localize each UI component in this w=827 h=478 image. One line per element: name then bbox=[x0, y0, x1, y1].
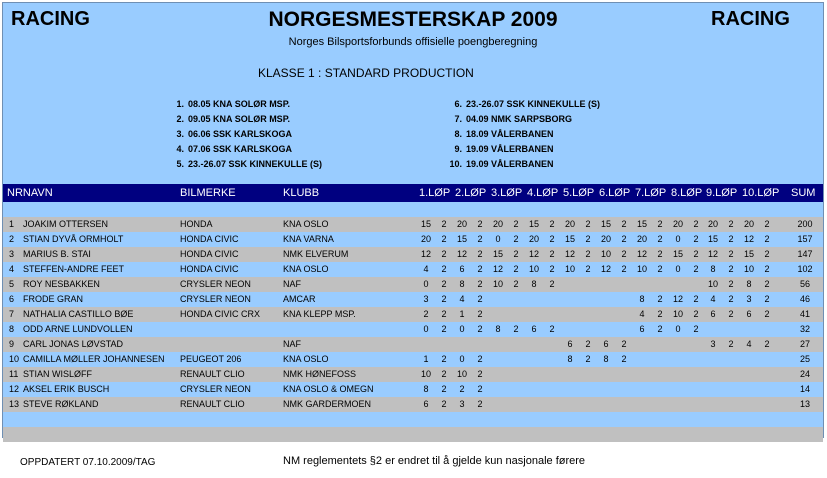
table-row bbox=[3, 382, 823, 397]
points-cell: 8 bbox=[603, 354, 609, 364]
row-number: 12 bbox=[9, 384, 20, 394]
points-cell: 15 bbox=[672, 249, 683, 259]
points-cell: 2 bbox=[477, 384, 483, 394]
points-cell: 2 bbox=[477, 264, 483, 274]
sum-cell: 24 bbox=[799, 369, 810, 379]
points-cell: 6 bbox=[746, 309, 752, 319]
points-cell: 20 bbox=[743, 219, 754, 229]
points-cell: 2 bbox=[693, 249, 699, 259]
points-cell: 2 bbox=[441, 234, 447, 244]
col-bilmerke: BILMERKE bbox=[180, 187, 236, 199]
driver-name: NATHALIA CASTILLO BØE bbox=[23, 309, 134, 319]
points-cell: 10 bbox=[743, 264, 754, 274]
points-cell: 15 bbox=[528, 219, 539, 229]
table-row bbox=[3, 217, 823, 232]
points-cell: 10 bbox=[456, 369, 467, 379]
points-cell: 2 bbox=[657, 234, 663, 244]
points-cell: 20 bbox=[420, 234, 431, 244]
row-number: 5 bbox=[9, 279, 15, 289]
race-list-left bbox=[158, 97, 322, 172]
points-cell: 4 bbox=[423, 264, 429, 274]
row-number: 3 bbox=[9, 249, 15, 259]
driver-name: JOAKIM OTTERSEN bbox=[23, 219, 109, 229]
points-cell: 10 bbox=[707, 279, 718, 289]
sum-cell: 56 bbox=[799, 279, 810, 289]
points-cell: 2 bbox=[477, 219, 483, 229]
points-cell: 2 bbox=[764, 309, 770, 319]
points-cell: 2 bbox=[728, 234, 734, 244]
points-cell: 2 bbox=[764, 264, 770, 274]
points-cell: 1 bbox=[423, 354, 429, 364]
sum-cell: 147 bbox=[797, 249, 813, 259]
points-cell: 0 bbox=[495, 234, 501, 244]
sum-cell: 46 bbox=[799, 294, 810, 304]
points-cell: 20 bbox=[564, 219, 575, 229]
points-cell: 6 bbox=[639, 324, 645, 334]
points-cell: 2 bbox=[693, 324, 699, 334]
driver-name: STEVE RØKLAND bbox=[23, 399, 99, 409]
points-cell: 4 bbox=[710, 294, 716, 304]
points-cell: 10 bbox=[420, 369, 431, 379]
col-race-6: 6.LØP bbox=[599, 187, 631, 199]
points-cell: 2 bbox=[477, 294, 483, 304]
points-cell: 10 bbox=[600, 249, 611, 259]
racing-label-left: RACING bbox=[11, 8, 90, 30]
points-cell: 2 bbox=[693, 309, 699, 319]
points-cell: 8 bbox=[746, 279, 752, 289]
points-cell: 20 bbox=[707, 219, 718, 229]
points-cell: 2 bbox=[441, 399, 447, 409]
col-race-8: 8.LØP bbox=[671, 187, 703, 199]
points-cell: 0 bbox=[675, 264, 681, 274]
col-race-2: 2.LØP bbox=[455, 187, 487, 199]
points-cell: 2 bbox=[513, 324, 519, 334]
points-cell: 2 bbox=[764, 279, 770, 289]
race-item: 9. 19.09 VÅLERBANEN bbox=[454, 144, 554, 154]
points-cell: 2 bbox=[764, 294, 770, 304]
row-number: 10 bbox=[9, 354, 20, 364]
car-make: HONDA CIVIC CRX bbox=[180, 309, 261, 319]
club-name: NMK GARDERMOEN bbox=[283, 399, 372, 409]
sum-cell: 157 bbox=[797, 234, 813, 244]
points-cell: 2 bbox=[621, 234, 627, 244]
points-cell: 2 bbox=[423, 309, 429, 319]
driver-name: AKSEL ERIK BUSCH bbox=[23, 384, 110, 394]
club-name: NMK HØNEFOSS bbox=[283, 369, 357, 379]
points-cell: 2 bbox=[764, 339, 770, 349]
points-cell: 2 bbox=[621, 249, 627, 259]
points-cell: 15 bbox=[707, 234, 718, 244]
col-sum: SUM bbox=[791, 187, 816, 199]
points-cell: 2 bbox=[441, 324, 447, 334]
points-cell: 2 bbox=[477, 279, 483, 289]
points-cell: 2 bbox=[728, 219, 734, 229]
points-cell: 2 bbox=[585, 264, 591, 274]
points-cell: 12 bbox=[456, 249, 467, 259]
row-number: 2 bbox=[9, 234, 15, 244]
points-cell: 0 bbox=[423, 324, 429, 334]
club-name: KNA VARNA bbox=[283, 234, 334, 244]
points-cell: 2 bbox=[441, 279, 447, 289]
points-cell: 10 bbox=[636, 264, 647, 274]
points-cell: 12 bbox=[564, 249, 575, 259]
club-name: KNA KLEPP MSP. bbox=[283, 309, 356, 319]
points-cell: 15 bbox=[492, 249, 503, 259]
col-race-9: 9.LØP bbox=[706, 187, 738, 199]
points-cell: 2 bbox=[764, 234, 770, 244]
points-cell: 2 bbox=[477, 399, 483, 409]
points-cell: 20 bbox=[672, 219, 683, 229]
club-name: NAF bbox=[283, 279, 301, 289]
points-cell: 8 bbox=[639, 294, 645, 304]
points-cell: 12 bbox=[492, 264, 503, 274]
class-label: KLASSE 1 : STANDARD PRODUCTION bbox=[258, 66, 474, 80]
points-cell: 10 bbox=[672, 309, 683, 319]
driver-name: ROY NESBAKKEN bbox=[23, 279, 100, 289]
race-item: 6. 23.-26.07 SSK KINNEKULLE (S) bbox=[454, 99, 601, 109]
table-row bbox=[3, 352, 823, 367]
points-cell: 2 bbox=[513, 249, 519, 259]
car-make: HONDA CIVIC bbox=[180, 249, 239, 259]
points-cell: 2 bbox=[728, 249, 734, 259]
table-row bbox=[3, 322, 823, 337]
points-cell: 2 bbox=[513, 219, 519, 229]
points-cell: 8 bbox=[423, 384, 429, 394]
sum-cell: 14 bbox=[799, 384, 810, 394]
race-item: 4. 07.06 SSK KARLSKOGA bbox=[176, 144, 293, 154]
table-row bbox=[3, 247, 823, 262]
car-make: CRYSLER NEON bbox=[180, 279, 251, 289]
car-make: RENAULT CLIO bbox=[180, 369, 245, 379]
points-cell: 2 bbox=[764, 249, 770, 259]
page-title: NORGESMESTERSKAP 2009 bbox=[268, 8, 558, 31]
car-make: HONDA CIVIC bbox=[180, 264, 239, 274]
points-cell: 2 bbox=[441, 219, 447, 229]
table-row bbox=[3, 307, 823, 322]
points-cell: 6 bbox=[423, 399, 429, 409]
car-make: RENAULT CLIO bbox=[180, 399, 245, 409]
table-row-empty bbox=[3, 427, 823, 442]
points-cell: 2 bbox=[657, 264, 663, 274]
driver-name: CAMILLA MØLLER JOHANNESEN bbox=[23, 354, 165, 364]
driver-name: MARIUS B. STAI bbox=[23, 249, 91, 259]
points-cell: 2 bbox=[764, 219, 770, 229]
points-cell: 3 bbox=[423, 294, 429, 304]
col-nrnavn: NRNAVN bbox=[7, 187, 53, 199]
points-cell: 2 bbox=[621, 354, 627, 364]
row-number: 13 bbox=[9, 399, 20, 409]
points-cell: 6 bbox=[567, 339, 573, 349]
points-cell: 2 bbox=[549, 264, 555, 274]
points-cell: 2 bbox=[728, 339, 734, 349]
points-cell: 2 bbox=[549, 219, 555, 229]
points-cell: 2 bbox=[621, 339, 627, 349]
updated-label: OPPDATERT 07.10.2009/TAG bbox=[20, 457, 156, 468]
table-row bbox=[3, 292, 823, 307]
driver-name: ODD ARNE LUNDVOLLEN bbox=[23, 324, 133, 334]
points-cell: 2 bbox=[728, 279, 734, 289]
points-cell: 8 bbox=[495, 324, 501, 334]
points-cell: 2 bbox=[585, 219, 591, 229]
points-cell: 2 bbox=[549, 324, 555, 334]
points-cell: 0 bbox=[459, 324, 465, 334]
points-cell: 12 bbox=[600, 264, 611, 274]
driver-name: STEFFEN-ANDRE FEET bbox=[23, 264, 125, 274]
race-item: 2. 09.05 KNA SOLØR MSP. bbox=[176, 114, 291, 124]
points-cell: 10 bbox=[528, 264, 539, 274]
race-list-right bbox=[436, 97, 600, 172]
points-cell: 2 bbox=[441, 264, 447, 274]
points-cell: 20 bbox=[492, 219, 503, 229]
club-name: KNA OSLO bbox=[283, 264, 329, 274]
points-cell: 2 bbox=[459, 384, 465, 394]
points-cell: 6 bbox=[531, 324, 537, 334]
points-cell: 2 bbox=[693, 234, 699, 244]
results-table bbox=[3, 217, 823, 442]
points-cell: 15 bbox=[564, 234, 575, 244]
racing-label-right: RACING bbox=[711, 8, 790, 30]
sum-cell: 32 bbox=[799, 324, 810, 334]
points-cell: 2 bbox=[585, 339, 591, 349]
points-cell: 2 bbox=[549, 234, 555, 244]
points-cell: 2 bbox=[728, 309, 734, 319]
points-cell: 2 bbox=[477, 369, 483, 379]
points-cell: 20 bbox=[456, 219, 467, 229]
points-cell: 2 bbox=[441, 249, 447, 259]
points-cell: 2 bbox=[513, 264, 519, 274]
row-number: 7 bbox=[9, 309, 15, 319]
col-race-1: 1.LØP bbox=[419, 187, 451, 199]
col-race-3: 3.LØP bbox=[491, 187, 523, 199]
points-cell: 4 bbox=[746, 339, 752, 349]
race-item: 8. 18.09 VÅLERBANEN bbox=[454, 129, 554, 139]
points-cell: 2 bbox=[585, 354, 591, 364]
col-race-5: 5.LØP bbox=[563, 187, 595, 199]
table-row bbox=[3, 232, 823, 247]
points-cell: 2 bbox=[693, 264, 699, 274]
points-cell: 12 bbox=[528, 249, 539, 259]
points-cell: 0 bbox=[459, 354, 465, 364]
points-cell: 2 bbox=[585, 249, 591, 259]
car-make: CRYSLER NEON bbox=[180, 294, 251, 304]
table-row bbox=[3, 367, 823, 382]
points-cell: 6 bbox=[603, 339, 609, 349]
points-cell: 20 bbox=[600, 234, 611, 244]
points-cell: 2 bbox=[477, 309, 483, 319]
sum-cell: 102 bbox=[797, 264, 813, 274]
row-number: 1 bbox=[9, 219, 15, 229]
points-cell: 12 bbox=[636, 249, 647, 259]
col-race-7: 7.LØP bbox=[635, 187, 667, 199]
points-cell: 2 bbox=[441, 354, 447, 364]
row-number: 9 bbox=[9, 339, 15, 349]
race-item: 10. 19.09 VÅLERBANEN bbox=[449, 159, 554, 169]
points-cell: 15 bbox=[456, 234, 467, 244]
col-race-4: 4.LØP bbox=[527, 187, 559, 199]
points-cell: 2 bbox=[728, 294, 734, 304]
car-make: CRYSLER NEON bbox=[180, 384, 251, 394]
points-cell: 2 bbox=[693, 294, 699, 304]
driver-name: STIAN WISLØFF bbox=[23, 369, 93, 379]
points-cell: 2 bbox=[549, 279, 555, 289]
points-cell: 0 bbox=[423, 279, 429, 289]
points-cell: 2 bbox=[657, 219, 663, 229]
points-cell: 2 bbox=[441, 369, 447, 379]
points-cell: 2 bbox=[477, 354, 483, 364]
points-cell: 10 bbox=[564, 264, 575, 274]
club-name: NAF bbox=[283, 339, 301, 349]
race-item: 1. 08.05 KNA SOLØR MSP. bbox=[176, 99, 291, 109]
sum-cell: 41 bbox=[799, 309, 810, 319]
points-cell: 1 bbox=[459, 309, 465, 319]
sum-cell: 25 bbox=[799, 354, 810, 364]
club-name: AMCAR bbox=[283, 294, 316, 304]
points-cell: 8 bbox=[531, 279, 537, 289]
club-name: NMK ELVERUM bbox=[283, 249, 349, 259]
car-make: HONDA CIVIC bbox=[180, 234, 239, 244]
club-name: KNA OSLO & OMEGN bbox=[283, 384, 374, 394]
points-cell: 12 bbox=[672, 294, 683, 304]
points-cell: 3 bbox=[710, 339, 716, 349]
car-make: PEUGEOT 206 bbox=[180, 354, 242, 364]
col-klubb: KLUBB bbox=[283, 187, 320, 199]
points-cell: 2 bbox=[549, 249, 555, 259]
points-cell: 15 bbox=[600, 219, 611, 229]
points-cell: 12 bbox=[743, 234, 754, 244]
points-cell: 2 bbox=[513, 279, 519, 289]
col-race-10: 10.LØP bbox=[742, 187, 780, 199]
club-name: KNA OSLO bbox=[283, 354, 329, 364]
points-cell: 3 bbox=[459, 399, 465, 409]
points-cell: 2 bbox=[585, 234, 591, 244]
points-cell: 6 bbox=[459, 264, 465, 274]
points-cell: 4 bbox=[639, 309, 645, 319]
points-cell: 8 bbox=[459, 279, 465, 289]
sum-cell: 27 bbox=[799, 339, 810, 349]
page-subtitle: Norges Bilsportsforbunds offisielle poengberegning bbox=[288, 36, 538, 48]
points-cell: 15 bbox=[743, 249, 754, 259]
driver-name: FRODE GRAN bbox=[23, 294, 84, 304]
points-cell: 2 bbox=[477, 249, 483, 259]
row-number: 4 bbox=[9, 264, 15, 274]
driver-name: CARL JONAS LØVSTAD bbox=[23, 339, 124, 349]
race-item: 3. 06.06 SSK KARLSKOGA bbox=[176, 129, 293, 139]
car-make: HONDA bbox=[180, 219, 213, 229]
points-cell: 2 bbox=[693, 219, 699, 229]
results-sheet bbox=[2, 2, 824, 438]
points-cell: 2 bbox=[728, 264, 734, 274]
sum-cell: 200 bbox=[797, 219, 813, 229]
table-header bbox=[3, 184, 823, 202]
points-cell: 10 bbox=[492, 279, 503, 289]
points-cell: 2 bbox=[441, 309, 447, 319]
points-cell: 2 bbox=[621, 264, 627, 274]
points-cell: 3 bbox=[746, 294, 752, 304]
row-number: 11 bbox=[9, 369, 19, 379]
points-cell: 2 bbox=[477, 324, 483, 334]
sum-cell: 13 bbox=[799, 399, 810, 409]
points-cell: 2 bbox=[657, 249, 663, 259]
table-row bbox=[3, 397, 823, 412]
points-cell: 20 bbox=[636, 234, 647, 244]
points-cell: 20 bbox=[528, 234, 539, 244]
points-cell: 15 bbox=[420, 219, 431, 229]
row-number: 6 bbox=[9, 294, 15, 304]
points-cell: 6 bbox=[710, 309, 716, 319]
points-cell: 2 bbox=[477, 234, 483, 244]
row-number: 8 bbox=[9, 324, 15, 334]
race-item: 7. 04.09 NMK SARPSBORG bbox=[454, 114, 573, 124]
points-cell: 0 bbox=[675, 234, 681, 244]
points-cell: 2 bbox=[441, 294, 447, 304]
points-cell: 0 bbox=[675, 324, 681, 334]
table-row bbox=[3, 262, 823, 277]
points-cell: 15 bbox=[636, 219, 647, 229]
points-cell: 2 bbox=[657, 324, 663, 334]
table-row bbox=[3, 337, 823, 352]
table-row bbox=[3, 277, 823, 292]
points-cell: 8 bbox=[710, 264, 716, 274]
points-cell: 2 bbox=[621, 219, 627, 229]
footnote: NM reglementets §2 er endret til å gjelde kun nasjonale førere bbox=[283, 455, 586, 467]
race-item: 5. 23.-26.07 SSK KINNEKULLE (S) bbox=[176, 159, 323, 169]
driver-name: STIAN DYVÅ ORMHOLT bbox=[23, 234, 124, 244]
points-cell: 2 bbox=[513, 234, 519, 244]
points-cell: 4 bbox=[459, 294, 465, 304]
club-name: KNA OSLO bbox=[283, 219, 329, 229]
points-cell: 2 bbox=[657, 309, 663, 319]
table-row-empty bbox=[3, 412, 823, 427]
points-cell: 12 bbox=[420, 249, 431, 259]
points-cell: 2 bbox=[657, 294, 663, 304]
points-cell: 12 bbox=[707, 249, 718, 259]
points-cell: 8 bbox=[567, 354, 573, 364]
points-cell: 2 bbox=[441, 384, 447, 394]
